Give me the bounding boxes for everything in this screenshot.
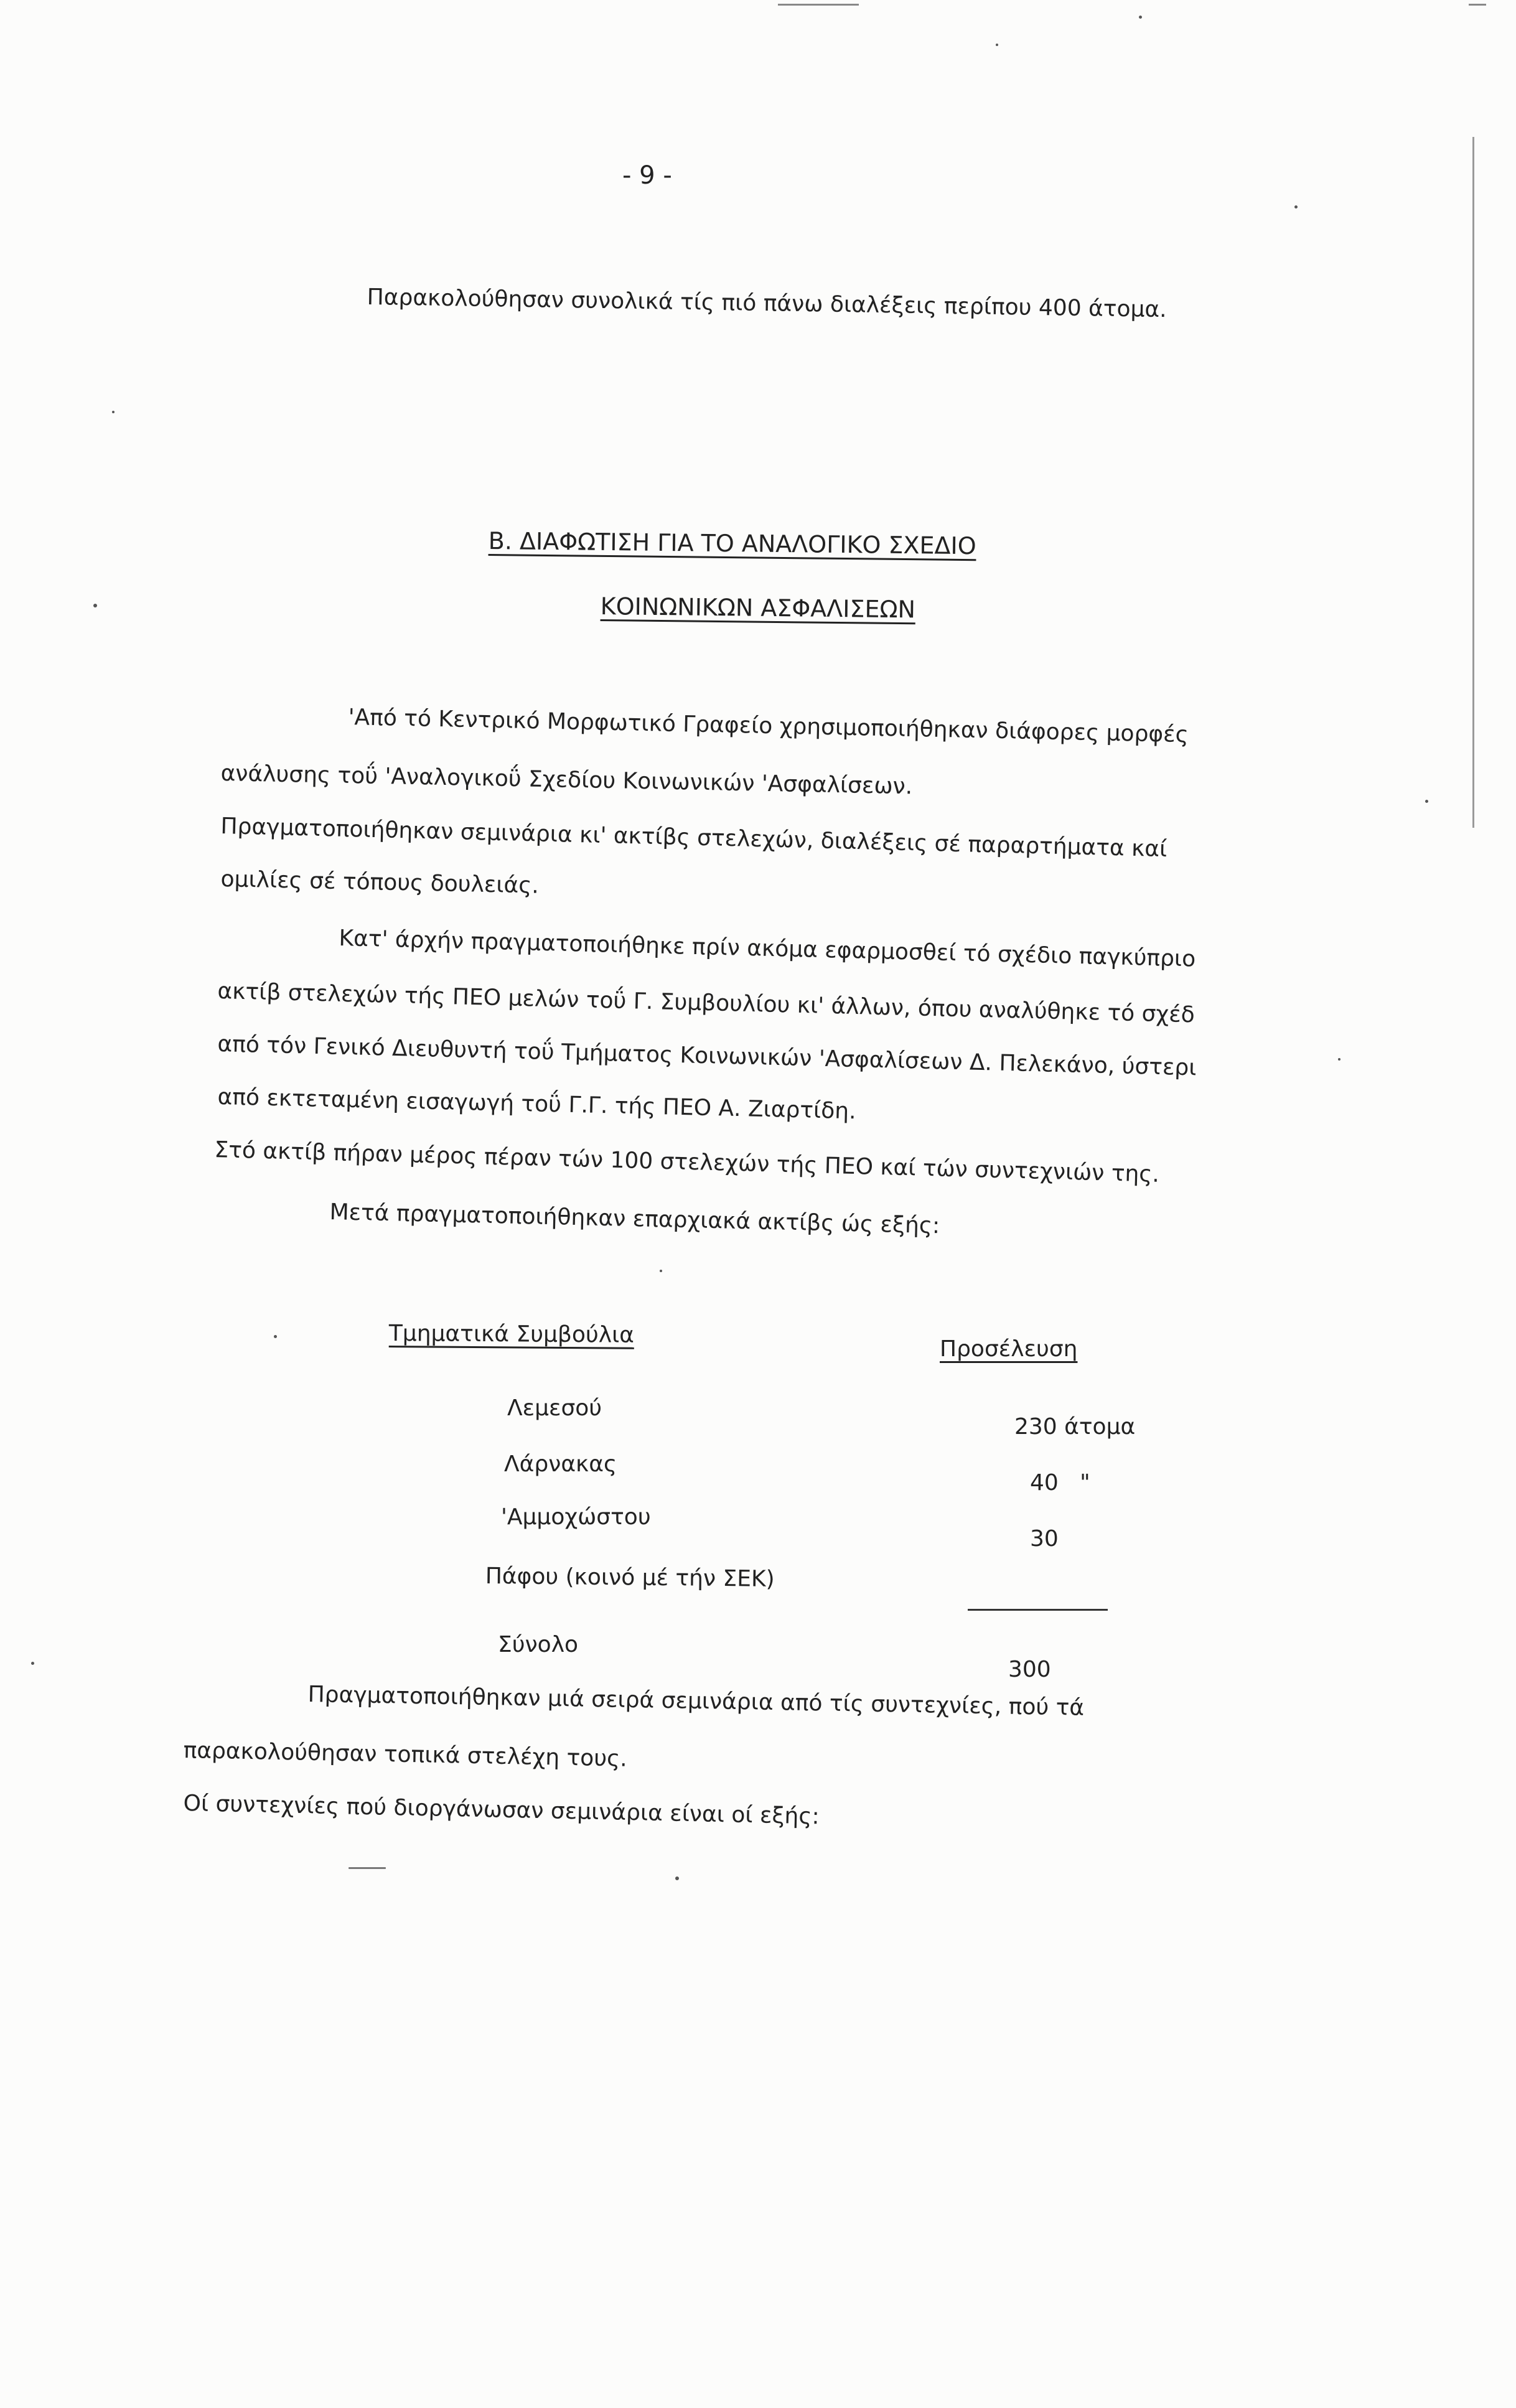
table-row-value: 40 "	[1030, 1470, 1090, 1496]
scan-artifact-dash	[1469, 4, 1486, 6]
scan-speck	[675, 1876, 679, 1880]
paragraph3-line3: Οί συντεχνίες πού διοργάνωσαν σεμινάρια είναι οί εξής:	[183, 1791, 820, 1830]
table-row-name: Λάρνακας	[504, 1451, 617, 1477]
scan-edge-line	[1472, 137, 1474, 828]
paragraph2-line4: από εκτεταμένη εισαγωγή τοΰ Γ.Γ. τής ΠΕΟ Α. Ζιαρτίδη.	[217, 1084, 856, 1125]
paragraph1-line4: ομιλίες σέ τόπους δουλειάς.	[220, 866, 540, 899]
paragraph1-line1: 'Από τό Κεντρικό Μορφωτικό Γραφείο χρησιμοποιήθηκαν διάφορες μορφές	[348, 705, 1189, 748]
scan-speck	[1294, 205, 1298, 208]
table-header-councils: Τμηματικά Συμβούλια	[388, 1321, 635, 1348]
paragraph3-line1: Πραγματοποιήθηκαν μιά σειρά σεμινάρια από τίς συντεχνίες, πού τά	[307, 1682, 1085, 1721]
scan-speck	[996, 44, 998, 46]
scan-artifact-dash	[349, 1867, 386, 1869]
scan-artifact-dash	[778, 4, 859, 6]
section-title-line1: Β. ΔΙΑΦΩΤΙΣΗ ΓΙΑ ΤΟ ΑΝΑΛΟΓΙΚΟ ΣΧΕΔΙΟ	[488, 527, 976, 560]
page-number: - 9 -	[622, 161, 672, 190]
scan-speck	[660, 1270, 662, 1272]
table-row-name: Λεμεσού	[507, 1395, 602, 1421]
table-row-value: 230 άτομα	[1014, 1414, 1136, 1440]
section-title-line2: ΚΟΙΝΩΝΙΚΩΝ ΑΣΦΑΛΙΣΕΩΝ	[600, 593, 916, 624]
scan-speck	[31, 1662, 34, 1665]
intro-line: Παρακολούθησαν συνολικά τίς πιό πάνω διαλέξεις περίπου 400 άτομα.	[367, 284, 1167, 323]
paragraph2-line6: Μετά πραγματοποιήθηκαν επαρχιακά ακτίβς ώς εξής:	[329, 1199, 940, 1239]
table-row-name: 'Αμμοχώστου	[501, 1504, 651, 1530]
table-total-value: 300	[1008, 1657, 1051, 1682]
table-total-label: Σύνολο	[498, 1632, 579, 1657]
paragraph1-line2: ανάλυσης τοΰ 'Αναλογικοΰ Σχεδίου Κοινωνικών 'Ασφαλίσεων.	[220, 761, 913, 800]
paragraph2-line3: από τόν Γενικό Διευθυντή τοΰ Τμήματος Κοινωνικών 'Ασφαλίσεων Δ. Πελεκάνο, ύστερι	[217, 1031, 1197, 1081]
scan-speck	[1338, 1058, 1341, 1061]
paragraph2-line1: Κατ' άρχήν πραγματοποιήθηκε πρίν ακόμα εφαρμοσθεί τό σχέδιο παγκύπριο	[339, 925, 1196, 972]
paragraph1-line3: Πραγματοποιήθηκαν σεμινάρια κι' ακτίβς στελεχών, διαλέξεις σέ παραρτήματα καί	[220, 813, 1167, 863]
scan-speck	[1139, 16, 1142, 19]
scan-speck	[274, 1335, 277, 1338]
table-row-name: Πάφου (κοινό μέ τήν ΣΕΚ)	[485, 1563, 775, 1592]
scan-speck	[93, 604, 97, 607]
table-header-attendance: Προσέλευση	[940, 1336, 1078, 1362]
paragraph3-line2: παρακολούθησαν τοπικά στελέχη τους.	[183, 1738, 628, 1772]
scan-speck	[112, 411, 115, 413]
total-rule	[968, 1609, 1108, 1611]
paragraph2-line2: ακτίβ στελεχών τής ΠΕΟ μελών τοΰ Γ. Συμβουλίου κι' άλλων, όπου αναλύθηκε τό σχέδ	[217, 978, 1195, 1028]
scan-speck	[1425, 800, 1428, 803]
table-row-value: 30	[1030, 1526, 1059, 1552]
paragraph2-line5: Στό ακτίβ πήραν μέρος πέραν τών 100 στελεχών τής ΠΕΟ καί τών συντεχνιών της.	[214, 1137, 1160, 1188]
